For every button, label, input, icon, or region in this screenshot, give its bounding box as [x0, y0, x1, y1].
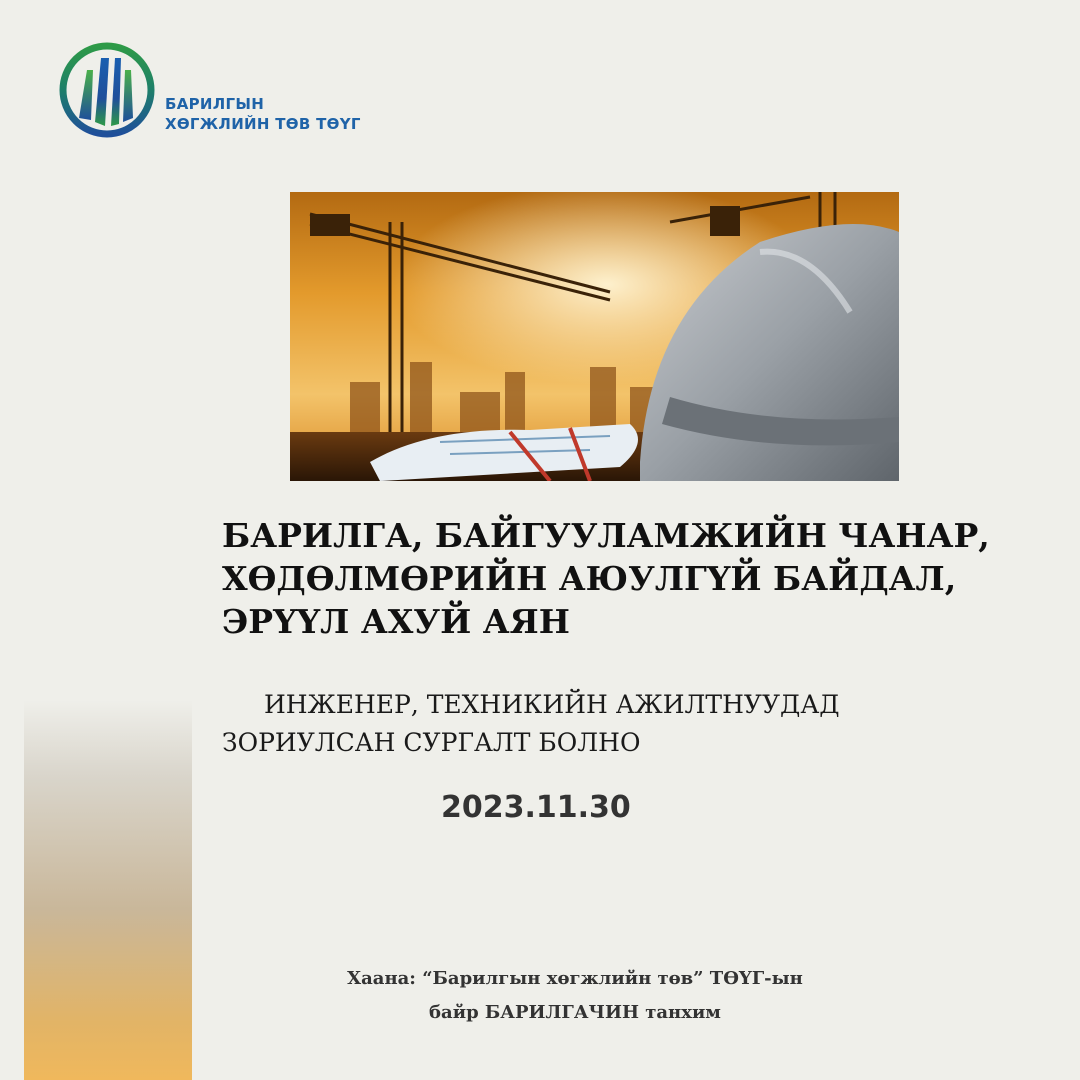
headline-line3: ЭРҮҮЛ АХУЙ АЯН	[222, 602, 570, 641]
event-subtitle	[222, 686, 1042, 762]
organization-name-line2: ХӨГЖЛИЙН ТӨВ ТӨҮГ	[165, 115, 361, 133]
headline-line1: БАРИЛГА, БАЙГУУЛАМЖИЙН ЧАНАР,	[222, 516, 990, 555]
event-date: 2023.11.30	[441, 790, 631, 825]
building-bars-logo-icon	[57, 40, 157, 140]
organization-name-line1: БАРИЛГЫН	[165, 95, 265, 113]
headline-line2: ХӨДӨЛМӨРИЙН АЮУЛГҮЙ БАЙДАЛ,	[222, 559, 957, 598]
subtitle-line1: ИНЖЕНЕР, ТЕХНИКИЙН АЖИЛТНУУДАД	[264, 690, 840, 719]
event-headline	[222, 514, 1062, 643]
subtitle-line2: ЗОРИУЛСАН СУРГАЛТ БОЛНО	[222, 728, 641, 757]
construction-site-hard-hat-image	[290, 192, 899, 481]
decorative-gradient-bar	[24, 700, 192, 1080]
organization-name	[165, 94, 361, 134]
event-venue	[290, 962, 860, 1030]
venue-line1: Хаана: “Барилгын хөгжлийн төв” ТӨҮГ-ын	[347, 968, 803, 989]
venue-line2: байр БАРИЛГАЧИН танхим	[429, 1002, 721, 1023]
